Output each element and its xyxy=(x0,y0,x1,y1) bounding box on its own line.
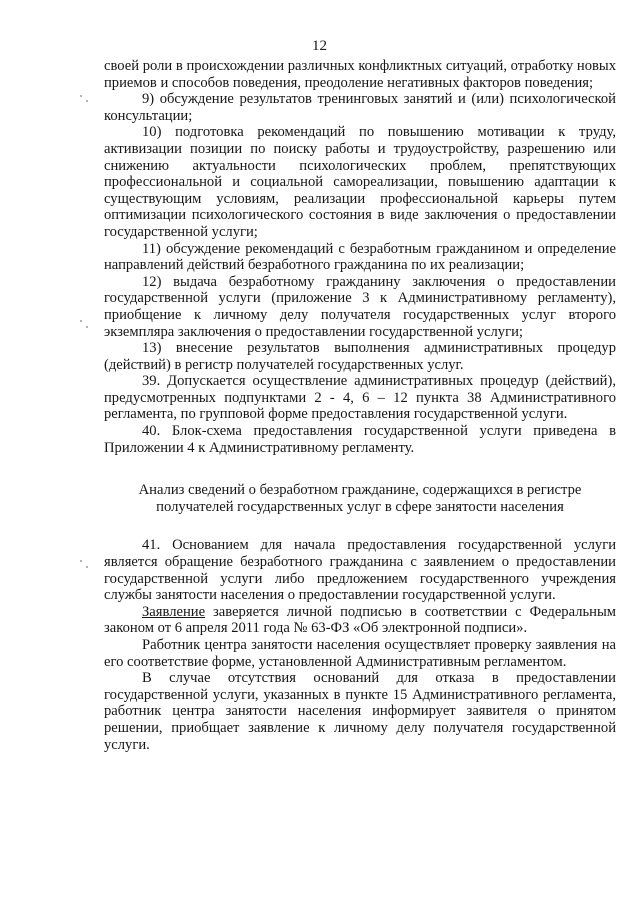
scan-speck xyxy=(80,95,82,97)
list-item-9: 9) обсуждение результатов тренинговых занятий и (или) психологической консультации; xyxy=(104,91,616,124)
list-item-12: 12) выдача безработному гражданину заключения о предоставлении государственной услуги (приложение 3 к Административному регламенту), приобщение к личному делу получателя государственных услуг второго экземпляра заключения о предоставлении государственной услуги; xyxy=(104,273,616,340)
underlined-word: Заявление xyxy=(142,603,206,620)
scan-speck xyxy=(86,326,88,328)
scan-speck xyxy=(80,560,82,562)
scan-speck xyxy=(80,320,82,322)
paragraph-verification: Работник центра занятости населения осуществляет проверку заявления на его соответствие форме, установленной Административным регламентом. xyxy=(104,637,616,670)
list-item-10: 10) подготовка рекомендаций по повышению мотивации к труду, активизации позиции по поиску работы и трудоустройству, разрешению или снижению актуальности психологических проблем, препятствующих профессиональной и социальной самореализации, повышению адаптации к существующим условиям, реализации профессиональной карьеры путем оптимизации психологического состояния в виде заключения о предоставлении государственной услуги; xyxy=(104,124,616,240)
scan-speck xyxy=(86,100,88,102)
list-item-11: 11) обсуждение рекомендаций с безработным гражданином и определение направлений действий безработного гражданина по их реализации; xyxy=(104,240,616,274)
paragraph-zayavlenie-text: заверяется личной подписью в соответствии с Федеральным законом от 6 апреля 2011 года № 63-ФЗ «Об электронной подписи». xyxy=(104,603,616,637)
paragraph-zayavlenie xyxy=(104,604,616,637)
paragraph-40: 40. Блок-схема предоставления государственной услуги приведена в Приложении 4 к Административному регламенту. xyxy=(104,423,616,456)
paragraph-continuation: своей роли в происхождении различных конфликтных ситуаций, отработку новых приемов и способов поведения, преодоление негативных факторов поведения; xyxy=(104,58,616,91)
section-heading: Анализ сведений о безработном гражданине, содержащихся в регистре получателей государственных услуг в сфере занятости населения xyxy=(138,482,582,515)
page-number: 12 xyxy=(312,38,327,54)
scan-speck xyxy=(86,566,88,568)
paragraph-no-refusal: В случае отсутствия оснований для отказа в предоставлении государственной услуги, указанных в пункте 15 Административного регламента, работник центра занятости населения информирует заявителя о принятом решении, приобщает заявление к личному делу получателя государственной услуги. xyxy=(104,670,616,753)
paragraph-41: 41. Основанием для начала предоставления государственной услуги является обращение безработного гражданина с заявлением о предоставлении государственной услуги либо предложением государственного учреждения службы занятости населения о предоставлении государственной услуги. xyxy=(104,537,616,604)
document-body xyxy=(104,58,616,753)
paragraph-39: 39. Допускается осуществление административных процедур (действий), предусмотренных подпунктами 2 - 4, 6 – 12 пункта 38 Административного регламента, по групповой форме предоставления государственной услуги. xyxy=(104,373,616,423)
list-item-13: 13) внесение результатов выполнения административных процедур (действий) в регистр получателей государственных услуг. xyxy=(104,340,616,373)
